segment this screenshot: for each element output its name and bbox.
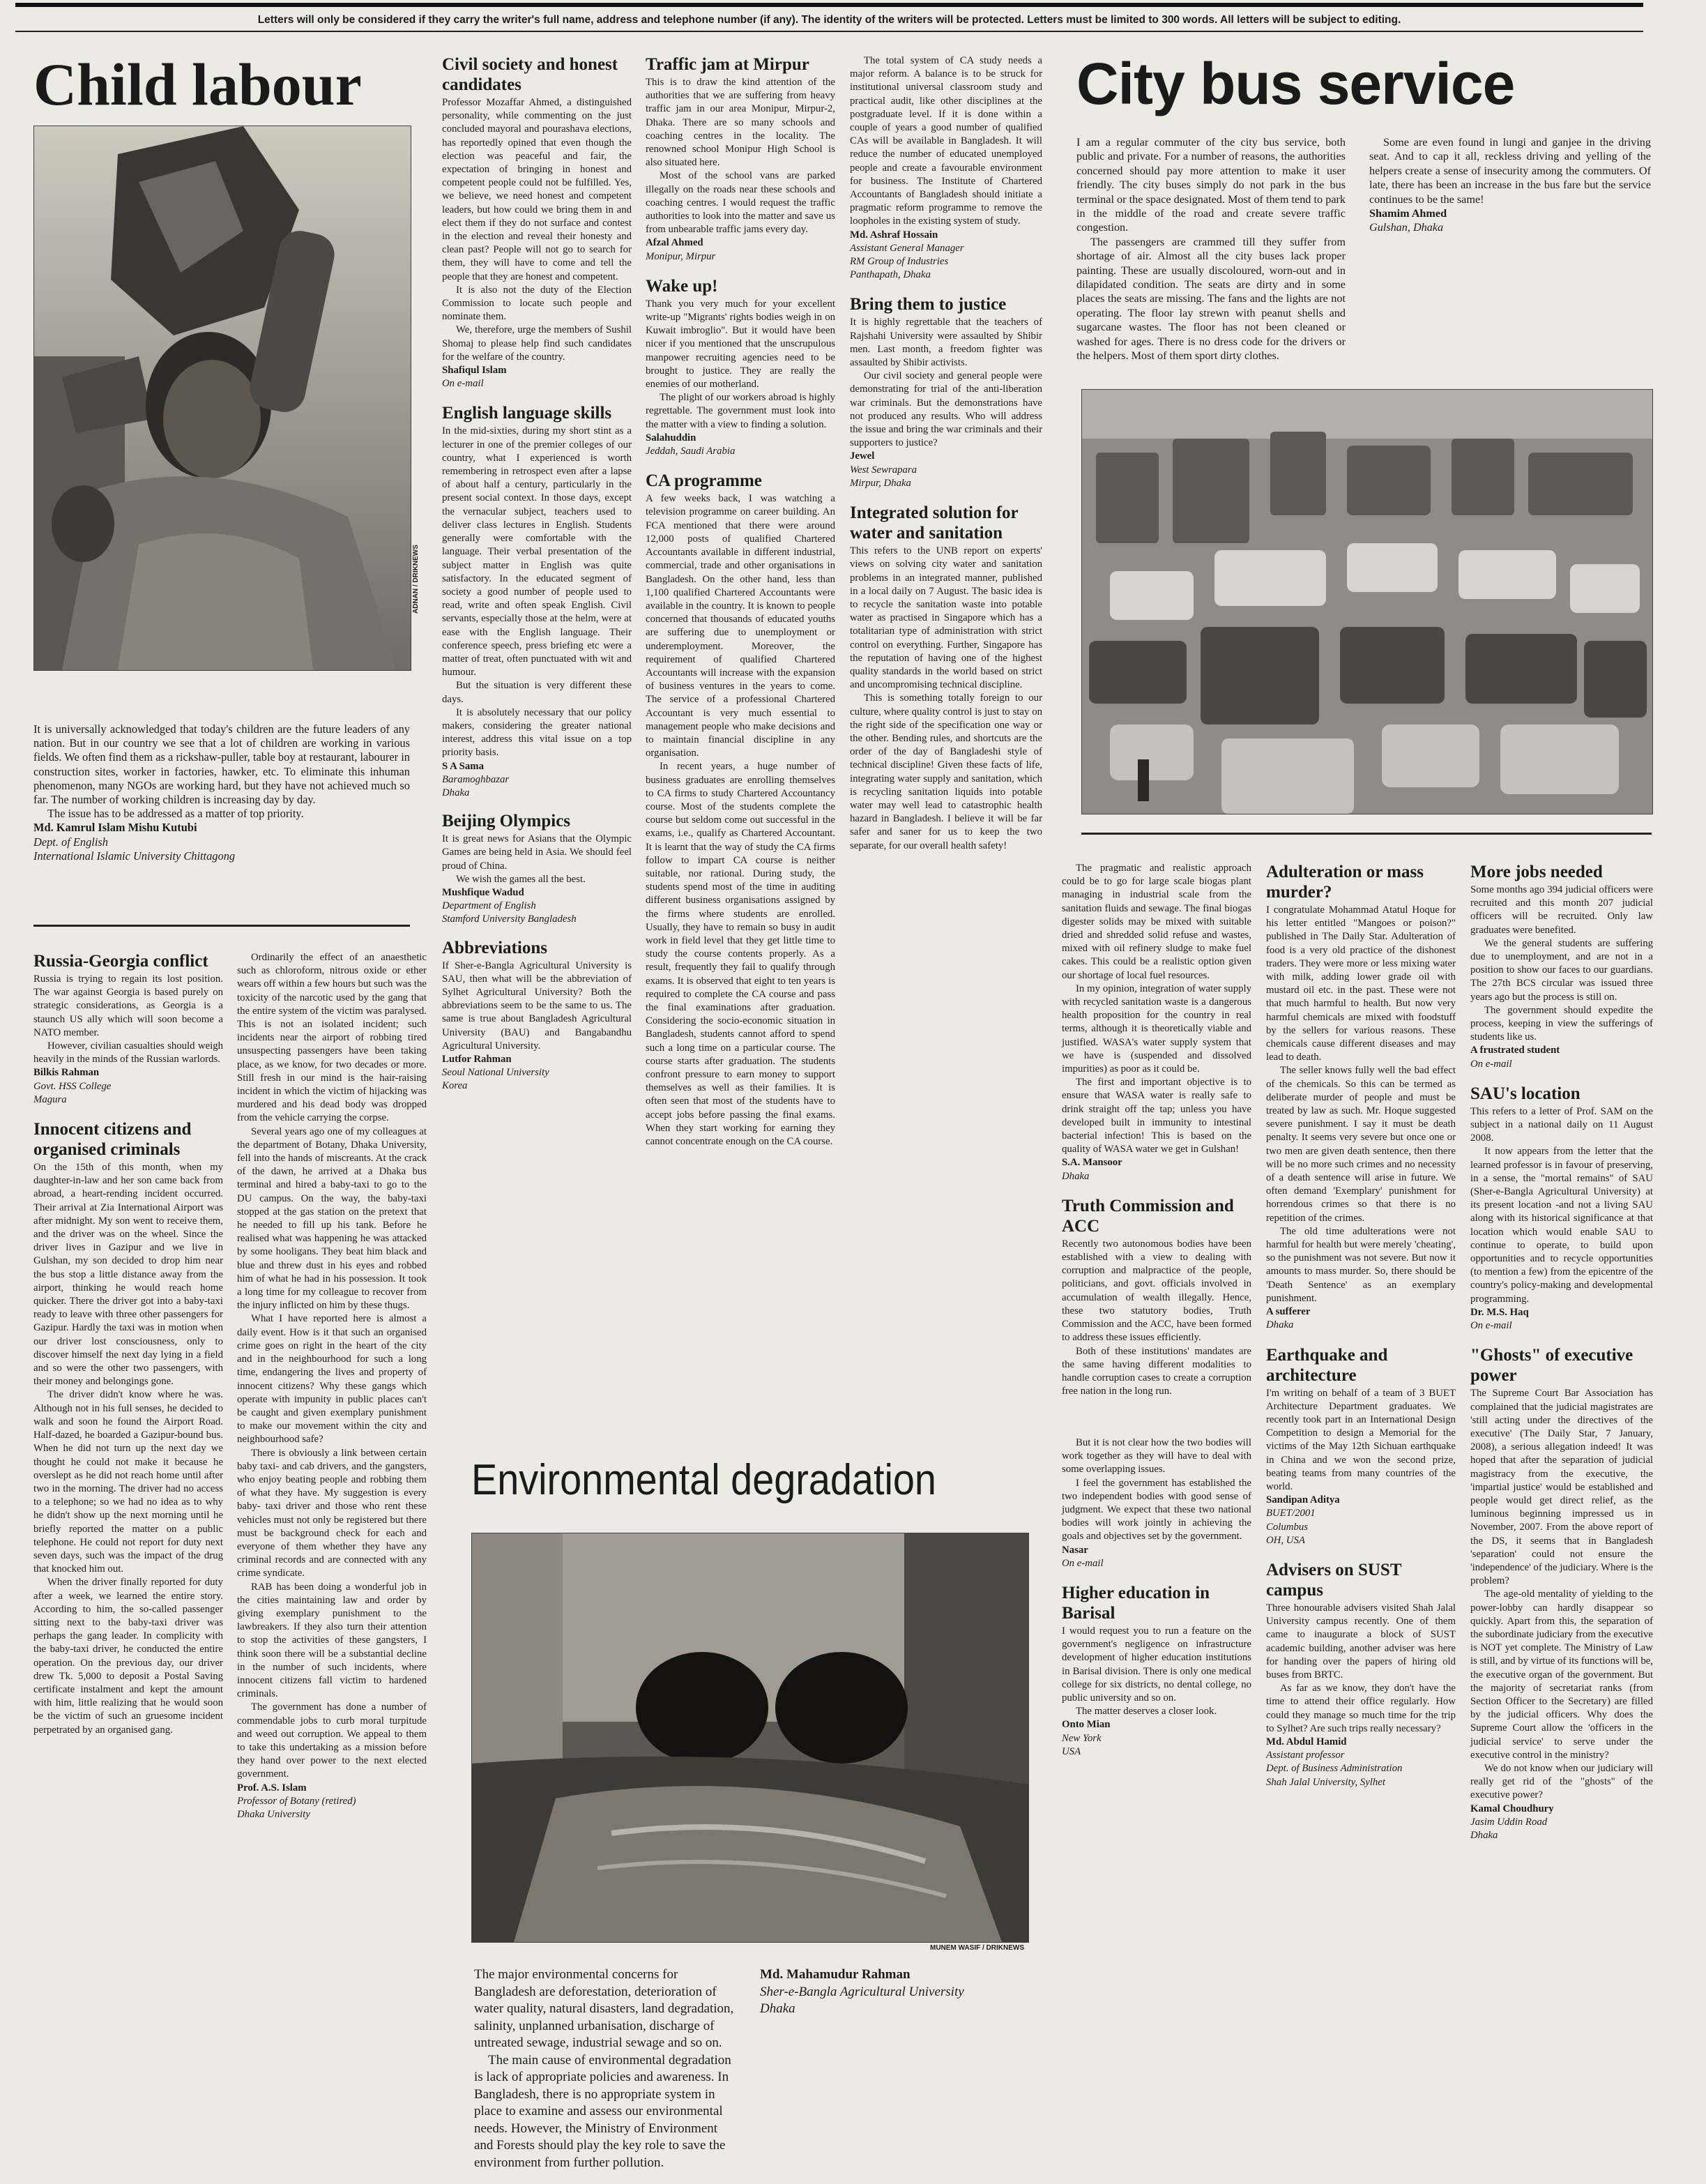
water-para-3: The pragmatic and realistic approach could be to go for large scale biogas plant managing in industrial scale from the sanitation fluids and sewage. The final biogas digester solids may be mixed with suitable dried and shredded solid refuse and wastes, mixed with oil refinery sludge to make fuel cakes. This could be a realistic option given our shortage of local fuel resources. — [1062, 863, 1251, 981]
more-jobs-para-2: We the general students are suffering due to unemployment, and are not in a position to show our faces to our guardians. The 27th BCS circular was issued three years ago but the process is still on. — [1470, 937, 1653, 1003]
environment-affiliation-1: Sher-e-Bangla Agricultural University — [760, 1984, 964, 1999]
innocent-para-3: When the driver finally reported for duty after a week, we learned the entire story. According to him, the so-called passenger sitting next to the baby-taxi driver was perhaps the gang leader. In complicity with the baby-taxi driver, he conducted the entire operation. On the previous day, our driver drew Tk. 5,000 to deposit a Postal Saving certificate instalment and kept the amount with him, little realizing that he would soon be the victim of such an gruesome incident perpetrated by an organised gang. — [33, 1577, 223, 1736]
child-labour-affiliation-2: International Islamic University Chittagong — [33, 849, 236, 863]
beijing-headline: Beijing Olympics — [442, 812, 571, 831]
city-bus-headline: City bus service — [1076, 51, 1515, 116]
wake-up-headline: Wake up! — [646, 276, 718, 296]
russia-georgia-headline: Russia-Georgia conflict — [33, 952, 208, 971]
russia-georgia-affiliation-2: Magura — [33, 1093, 67, 1105]
water-para-2: This is something totally foreign to our culture, where quality control is just to stay on the right side of the specification one way or the other. Bending rules, and shortcuts are the order of the day of Bangladeshi style of technical discipline! Given these facts of life, integrating water supply and sanitation, which is recycling sanitation liquids into potable water may well lead to catastrophic health hazard in Bangladesh. I believe it will be far safer and saner for us to keep the two separate, for our overall health safety! — [850, 692, 1042, 851]
city-bus-col-1 — [1076, 135, 1346, 372]
environment-photo-credit: MUNEM WASIF / DRIKNEWS — [930, 1944, 1024, 1952]
traffic-jam-signature: Afzal Ahmed — [646, 237, 703, 249]
city-bus-signature: Shamim Ahmed — [1369, 207, 1447, 220]
higher-ed-para-2: The matter deserves a closer look. — [1076, 1706, 1217, 1717]
child-labour-photo-credit: ADNAN / DRIKNEWS — [412, 545, 420, 614]
truth-para-2: Both of these institutions' mandates are the same having different modalities to handle corruption cases to create a corruption free nation in the long run. — [1062, 1345, 1251, 1397]
sau-signature: Dr. M.S. Haq — [1470, 1306, 1529, 1318]
russia-georgia-para-1: Russia is trying to regain its lost position. The war against Georgia is based purely on strategic considerations, as Georgia is a staunch US ally which will soon become a NATO member. — [33, 973, 223, 1038]
sust-para-1: Three honourable advisers visited Shah Jalal University campus recently. One of them came to inaugurate a block of SUST academic building, another adviser was here for handing over the papers of hiring old buses from BRTC. — [1266, 1602, 1456, 1681]
english-skills-signature: S A Sama — [442, 760, 485, 772]
beijing-affiliation-2: Stamford University Bangladesh — [442, 913, 577, 925]
environment-col-1 — [474, 1966, 739, 2169]
adulteration-para-3: The old time adulterations were not harmful for health but were merely 'cheating', so the punishment was not severe. But now it amounts to mass murder. So, there should be 'Death Sentence' as an exemplary punishment. — [1266, 1225, 1456, 1304]
adulteration-para-1: I congratulate Mohammad Atatul Hoque for his letter entitled "Mangoes or poison?" published in The Daily Star. Adulteration of food is a very old practice of the dishonest traders. They were more or less mixing water with milk, adding lower grade oil with mustard oil etc. in the past. These were not that much harmful to health. But now very harmful chemicals are mixed with foodstuff by the sellers for various reasons. These chemicals cause different diseases and may lead to death. — [1266, 904, 1456, 1063]
ca-programme-affiliation-1: Assistant General Manager — [850, 242, 964, 254]
more-jobs-para-3: The government should expedite the process, keeping in view the sufferings of students like us. — [1470, 1004, 1653, 1043]
column-innocent-continued — [237, 951, 427, 2164]
ghosts-para-3: We do not know when our judiciary will really get rid of the "ghosts" of the executive power? — [1470, 1762, 1653, 1801]
ca-programme-para-1: A few weeks back, I was watching a television programme on career building. An FCA mentioned that there were around 12,000 posts of qualified Chartered Accountants available in different industrial, commercial, trade and other organisations in Bangladesh. On the other hand, less than 1,100 qualified Chartered Accountants were available in the country. It is known to people concerned that thousands of educated youths are suffering due to unemployment or underemployment. Moreover, the requirement of qualified Chartered Accountants will increase with the expansion of business ventures in the years to come. The service of a professional Chartered Accountant is very much essential to management people who make decisions and to maintain financial discipline in any organisation. — [646, 493, 835, 759]
ca-programme-para-3: The total system of CA study needs a major reform. A balance is to be struck for institutional universal classroom study and practical audit, like other disciplines at the postgraduate level. If it is done within a couple of years a good number of qualified CAs will be available in Bangladesh. It will reduce the number of educated unemployed people and create a favourable environment for business. The Institute of Chartered Accountants of Bangladesh should initiate a pragmatic reform programme to remove the loopholes in the existing system of study. — [850, 55, 1042, 227]
abbreviations-affiliation-1: Seoul National University — [442, 1067, 549, 1079]
child-labour-headline: Child labour — [33, 51, 362, 118]
sust-affiliation-3: Shah Jalal University, Sylhet — [1266, 1776, 1385, 1788]
environment-para-1: The major environmental concerns for Bangladesh are deforestation, deterioration of water quality, natural disasters, land degradation, salinity, unplanned urbanisation, discharge of untreated sewage, industrial sewage and so on. — [474, 1967, 734, 2050]
higher-ed-para-1: I would request you to run a feature on the government's negligence on infrastructure development of higher education institutions in Barisal division. There is only one medical college for six districts, no dental college, no public university and so on. — [1062, 1625, 1251, 1704]
more-jobs-signature: A frustrated student — [1470, 1045, 1560, 1056]
civil-society-affiliation: On e-mail — [442, 378, 484, 390]
justice-affiliation-1: West Sewrapara — [850, 464, 917, 476]
traffic-jam-headline: Traffic jam at Mirpur — [646, 55, 809, 74]
environment-para-2: The main cause of environmental degradation is lack of appropriate policies and awareness. In Bangladesh, there is no appropriate system in place to examine and assess our environmental needs. However, the Ministry of Environment and Forests should play the key role to save the environment from further pollution. — [474, 2052, 731, 2170]
english-skills-para-3: It is absolutely necessary that our policy makers, considering the greater national interest, address this vital issue on a top priority basis. — [442, 706, 632, 759]
ghosts-affiliation-2: Dhaka — [1470, 1830, 1498, 1841]
higher-ed-headline: Higher education in Barisal — [1062, 1584, 1210, 1623]
earthquake-affiliation-1: BUET/2001 — [1266, 1508, 1316, 1519]
traffic-jam-para-2: Most of the school vans are parked illegally on the roads near these schools and coaching centres. I would request the traffic authorities to look into the matter and save us from unbearable traffic jams every day. — [646, 170, 835, 236]
abbreviations-signature: Lutfor Rahman — [442, 1054, 512, 1065]
innocent-para-4: Ordinarily the effect of an anaesthetic such as chloroform, nitrous oxide or ether wears off within a few hours but such was the toxicity of the narcotic used by the gang that the entire system of the victim was paralysed. This is not an isolated incident; such incidents near the airport of robbing tired unsuspecting passengers have been taking place, as we know, for two decades or more. Still fresh in our mind is the hair-raising incident in which the victim of hijacking was murdered and his dead body was dropped from the vehicle carrying the corpse. — [237, 952, 427, 1124]
more-jobs-para-1: Some months ago 394 judicial officers were recruited and this month 207 judicial officers will be recruited. Only law graduates were benefited. — [1470, 884, 1653, 936]
justice-affiliation-2: Mirpur, Dhaka — [850, 477, 911, 489]
civil-society-headline: Civil society and honest candidates — [442, 55, 618, 94]
english-skills-headline: English language skills — [442, 404, 612, 423]
earthquake-headline: Earthquake and architecture — [1266, 1345, 1388, 1385]
water-affiliation: Dhaka — [1062, 1170, 1090, 1182]
water-para-1: This refers to the UNB report on experts' views on solving city water and sanitation problems in an integrated manner, published in a local daily on 7 August. The basic idea is to recycle the sanitation waste into potable water as practised in Singapore which has a totalitarian type of administration with strict control on everything. Further, Singapore has the reputation of having one of the highest quality standards in the world based on strict and uncompromising technical discipline. — [850, 545, 1042, 691]
earthquake-affiliation-3: OH, USA — [1266, 1534, 1305, 1546]
adulteration-headline: Adulteration or mass murder? — [1266, 863, 1424, 902]
column-russia-innocent — [33, 951, 223, 2164]
truth-affiliation: On e-mail — [1062, 1557, 1104, 1569]
abbreviations-para-1: If Sher-e-Bangla Agricultural University is SAU, then what will be the abbreviation of Sylhet Agricultural University? Both the abbreviations seem to be the same to us. The same is true about Bangladesh Agricultural University (BAU) and Bangabandhu Agricultural University. — [442, 960, 632, 1052]
city-bus-col-2 — [1369, 135, 1651, 372]
wake-up-para-2: The plight of our workers abroad is highly regrettable. The government must look into the matter with a view to finding a solution. — [646, 392, 835, 430]
environment-col-2 — [760, 1966, 1028, 2169]
sust-para-2: As far as we know, they don't have the time to attend their office regularly. How could they manage so much time for the trip to Sylhet? Are such trips really necessary? — [1266, 1683, 1456, 1734]
adulteration-affiliation: Dhaka — [1266, 1319, 1294, 1331]
ca-programme-para-2: In recent years, a huge number of business graduates are enrolling themselves to CA firms to study Chartered Accountancy course. Most of the students complete the course but seldom come out successful in the exams, i.e., qualify as Chartered Accountant. It is learnt that the way of study the CA firms follow to impart CA course is neither suitable, nor rational. During study, the students spend most of the time in auditing different business organisations assigned by the firms where students are enrolled. Usually, they have to remain so busy in audit work in field level that they get little time to study the course contents properly. As a result, frequently they fail to qualify through exams. It is observed that eight to ten years is required to complete the CA course and pass the final examinations after graduation. Considering the socio-economic situation in Bangladesh, students cannot afford to spend such a long time on a particular course. The course starts after graduation. The students confront pressure to earn money to support themselves as well as their families. It is often seen that most of the students have to accept jobs before passing the final exams. When they start working for earning they cannot concentrate enough on the CA course. — [646, 761, 835, 1148]
justice-para-2: Our civil society and general people were demonstrating for trial of the anti-liberation war criminals. But the demonstrations have not produced any results. Who will address the issue and bring the war criminals and their supporters to justice? — [850, 370, 1042, 449]
water-para-5: The first and important objective is to ensure that WASA water is really safe to drink straight off the tap; unless you have developed built in immunity to intestinal bacterial infection! This is based on the quality of WASA water we get in Gulshan! — [1062, 1077, 1251, 1155]
higher-ed-affiliation-1: New York — [1062, 1732, 1102, 1744]
sust-affiliation-1: Assistant professor — [1266, 1750, 1345, 1761]
english-skills-affiliation-1: Baramoghbazar — [442, 773, 510, 785]
child-labour-para-1: It is universally acknowledged that today's children are the future leaders of any nation. But in our country we see that a lot of children are working in various fields. We often find them as a rickshaw-puller, table boy at restaurant, labourer in construction sites, worker in factories, hawker, etc. To eliminate this inhuman phenomenon, many NGOs are working hard, but they have not achieved much so far. The number of working children is increasing day by day. — [33, 722, 410, 807]
column-truth-highered — [1062, 1436, 1251, 2169]
column-jobs-sau-ghosts — [1470, 862, 1653, 2169]
ca-programme-affiliation-2: RM Group of Industries — [850, 256, 949, 268]
sau-headline: SAU's location — [1470, 1084, 1581, 1103]
traffic-jam-photo — [1081, 389, 1653, 814]
sust-affiliation-2: Dept. of Business Administration — [1266, 1763, 1403, 1775]
ghosts-para-2: The age-old mentality of yielding to the power-lobby can hardly disappear so quickly. Apart from this, the separation of the subordinate judiciary from the executive is NOT yet complete. The Ministry of Law is still, and by virtue of its functions will be, the executive organ of the government. But the majority of secretariat ranks (from Section Officer to the Secretary) are filled by the judicial officers. Why does the Supreme Court allow the 'officers in the judicial service' to serve under the executive control in the ministry? — [1470, 1588, 1653, 1761]
innocent-signature: Prof. A.S. Islam — [237, 1782, 307, 1794]
traffic-jam-affiliation: Monipur, Mirpur — [646, 250, 716, 262]
justice-headline: Bring them to justice — [850, 295, 1007, 314]
beijing-affiliation-1: Department of English — [442, 900, 536, 912]
truth-para-4: I feel the government has established the two independent bodies with good sense of judgment. We expect that these two national bodies will work jointly in achieving the goals and objectives set by the government. — [1062, 1477, 1251, 1542]
truth-signature: Nasar — [1062, 1544, 1088, 1556]
civil-society-para-3: We, therefore, urge the members of Sushil Shomaj to please help find such candidates for the welfare of the country. — [442, 324, 632, 363]
city-bus-para-3: Some are even found in lungi and ganjee in the driving seat. And to cap it all, reckless driving and yelling of the helpers create a sense of insecurity among the commuters. Of late, there has been an increase in the bus fare but the service continues to be the same! — [1369, 136, 1651, 206]
more-jobs-affiliation: On e-mail — [1470, 1058, 1512, 1070]
innocent-affiliation-2: Dhaka University — [237, 1809, 310, 1820]
city-bus-para-1: I am a regular commuter of the city bus service, both public and private. For a number of reasons, the authorities concerned should pay more attention to make it user friendly. The city buses simply do not park in the bus terminal or the space designated. Most of them tend to park in the middle of the road and create severe traffic congestion. — [1076, 136, 1346, 234]
environment-headline: Environmental degradation — [471, 1456, 936, 1504]
civil-society-signature: Shafiqul Islam — [442, 365, 507, 377]
section-divider — [33, 925, 410, 927]
ghosts-signature: Kamal Choudhury — [1470, 1803, 1554, 1814]
ghosts-para-1: The Supreme Court Bar Association has complained that the judicial magistrates are 'still acting under the directives of the executive' (The Daily Star, 7 January, 2008), a serious allegation indeed! It was hoped that after the separation of judicial magistracy from the executive, the 'impartial justice' would be established and people would get direct relief, as the luminous beginning impressed us in November, 2007. From the above report of the DS, it seems that in Bangladesh 'separation' could not ensure the 'independence' of the judiciary. Where is the problem? — [1470, 1388, 1653, 1587]
russia-georgia-signature: Bilkis Rahman — [33, 1067, 100, 1079]
city-bus-para-2: The passengers are crammed till they suffer from shortage of air. Almost all the city buses lack proper painting. These are usually discoloured, worn-out and in dilapidated condition. The seats are dirty and in some places the seats are missing. The fans and the lights are not operating. The floor lay strewn with peanut shells and sugarcane wastes. The floor has not been cleaned or washed for ages. There is no dress code for the drivers or the helpers. Most of them sport dirty clothes. — [1076, 235, 1346, 363]
earthquake-para-1: I'm writing on behalf of a team of 3 BUET Architecture Department graduates. We recently took part in an International Design Competition to design a Memorial for the victims of the May 12th Sichuan earthquake in China and we won the second prize, beating teams from many countries of the world. — [1266, 1387, 1456, 1492]
column-ca-justice-water — [850, 54, 1042, 926]
innocent-para-9: The government has done a number of commendable jobs to curb moral turpitude and weed out corruption. We appeal to them to take this undertaking as a mission before they hand over power to the next elected government. — [237, 1701, 427, 1780]
column-traffic-wake-ca — [646, 54, 835, 1148]
adulteration-signature: A sufferer — [1266, 1306, 1311, 1318]
column-adulteration-earthquake-sust — [1266, 862, 1456, 2169]
ca-programme-affiliation-3: Panthapath, Dhaka — [850, 269, 931, 281]
child-labour-letter — [33, 722, 410, 918]
higher-ed-affiliation-2: USA — [1062, 1745, 1081, 1757]
beijing-para-1: It is great news for Asians that the Olympic Games are being held in Asia. We should feel proud of China. — [442, 833, 632, 872]
truth-para-3: But it is not clear how the two bodies will work together as they will have to deal with some overlapping issues. — [1062, 1437, 1251, 1476]
russia-georgia-para-2: However, civilian casualties should weigh heavily in the minds of the Russian warlords. — [33, 1040, 223, 1066]
traffic-jam-para-1: This is to draw the kind attention of the authorities that we are suffering from heavy traffic jam in our area Monipur, Mirpur-2, Dhaka. There are so many schools and coaching centres in the locality. The renowned school Monipur High School is also situated here. — [646, 77, 835, 169]
letters-policy-notice: Letters will only be considered if they carry the writer's full name, address and telephone number (if any). The identity of the writers will be protected. Letters must be limited to 300 words. All letters will be subject to editing. — [15, 10, 1643, 32]
water-headline: Integrated solution for water and sanitation — [850, 503, 1019, 543]
wake-up-affiliation: Jeddah, Saudi Arabia — [646, 446, 736, 457]
innocent-affiliation-1: Professor of Botany (retired) — [237, 1795, 356, 1807]
civil-society-para-1: Professor Mozaffar Ahmed, a distinguished personality, while commenting on the just concluded mayoral and pourashava elections, has reportedly opined that even though the election was peaceful and fair, the expectation of bringing in honest and competent people could not be fulfilled. Yes, we believe, we need honest and competent leaders, but how could we bring them in and elect them if they do not surface and contest in the election and reveal their honesty and clean past? People will not go to search for them, they will have to come and tell the people that they are honest and competent. — [442, 97, 632, 282]
city-bus-affiliation: Gulshan, Dhaka — [1369, 221, 1444, 234]
section-divider — [1081, 833, 1652, 835]
russia-georgia-affiliation-1: Govt. HSS College — [33, 1080, 112, 1092]
water-para-4: In my opinion, integration of water supply with recycled sanitation waste is a dangerous health proposition for the country in real terms, although it is theoretically viable and justified. WASA's water supply system that we have is (suspended and dissolved impurities) as poor as it could be. — [1062, 983, 1251, 1075]
sau-para-2: It now appears from the letter that the learned professor is in favour of preserving, in a sense, the "mortal remains" of SAU (Sher-e-Bangla Agricultural University) at its present location -and not a living SAU along with its historical significance at that location which would enable SAU to continue to operate, to build upon opportunities and to recycle opportunities (to mention a few) from the epicentre of the country's policy-making and developmental programming. — [1470, 1146, 1653, 1305]
civil-society-para-2: It is also not the duty of the Election Commission to locate such people and nominate them. — [442, 284, 632, 323]
justice-signature: Jewel — [850, 450, 875, 462]
column-civil-english — [442, 54, 632, 1092]
truth-para-1: Recently two autonomous bodies have been established with a view to dealing with corruption and malpractice of the people, politicians, and govt. officials involved in accumulation of wealth illegally. Hence, these two statutory bodies, Truth Commission and the ACC, have been formed to address these issues efficiently. — [1062, 1238, 1251, 1344]
sau-para-1: This refers to a letter of Prof. SAM on the subject in a national daily on 11 August 2008. — [1470, 1105, 1653, 1144]
innocent-para-6: What I have reported here is almost a daily event. How is it that such an organised crime goes on right in the heart of the city and in the neighbourhood for such a long time, endangering the lives and property of innocent citizens? Why these gangs which operate with impunity in public places can't be caught and given exemplary punishment to make our movement within the city and neighbourhood safe? — [237, 1313, 427, 1446]
abbreviations-headline: Abbreviations — [442, 938, 547, 957]
more-jobs-headline: More jobs needed — [1470, 863, 1603, 881]
environment-signature: Md. Mahamudur Rahman — [760, 1967, 911, 1982]
beijing-para-2: We wish the games all the best. — [456, 873, 586, 885]
earthquake-affiliation-2: Columbus — [1266, 1521, 1309, 1533]
child-labour-para-2: The issue has to be addressed as a matter of top priority. — [47, 807, 304, 821]
ca-programme-signature: Md. Ashraf Hossain — [850, 229, 938, 241]
child-labour-photo — [33, 126, 411, 671]
wake-up-signature: Salahuddin — [646, 432, 696, 443]
water-signature: S.A. Mansoor — [1062, 1157, 1122, 1169]
english-skills-para-1: In the mid-sixties, during my short stint as a lecturer in one of the premier colleges of our country, what I experienced is worth remembering in retrospect even after a lapse of about half a century, particularly in the present social context. In those days, except the vernacular subject, teachers used to deliver class lectures in English. Students generally were comfortable with the language. Their verbal presentation of the subject matter in English was quite satisfactory. In the educated segment of society a good number of people used to read, write and often speak English. Civil servants, especially those at the helm, were at ease with the English language. Their conference speech, press briefing etc were a matter of treat, often punctuated with wit and humour. — [442, 425, 632, 678]
earthquake-signature: Sandipan Aditya — [1266, 1494, 1340, 1506]
innocent-para-1: On the 15th of this month, when my daughter-in-law and her son came back from abroad, a heart-rending incident occurred. Their arrival at Zia International Airport was after midnight. My son went to receive them, and the driver was on the wheel. Since the driver lives in Gazipur and we live in Gulshan, my son decided to drop him near the bus stop a little distance away from the airport, thinking he would reach home quicker. There the driver got into a baby-taxi ready to leave with three other passengers for Gazipur. Hardly the taxi was in motion when our driver lost consciousness, only to discover himself the next day lying in a field and so were the other two passengers, with their money and belongings gone. — [33, 1162, 223, 1388]
sau-affiliation: On e-mail — [1470, 1320, 1512, 1332]
innocent-para-2: The driver didn't know where he was. Although not in his full senses, he decided to walk and soon he found the Airport Road. Half-dazed, he boarded a Gazipur-bound bus. When he did not turn up the next day we thought he could not make it because he overslept as he did not reach home until after two in the morning. The driver had no access to a telephone; so we had no idea as to why he didn't show up the next morning until he briefly reported the matter on a public telephone. He could not report for duty next seven days, such was the impact of the drug that knocked him out. — [33, 1389, 223, 1575]
wake-up-para-1: Thank you very much for your excellent write-up "Migrants' rights bodies weigh in on Kuwait imbroglio". But it would have been nicer if you mentioned that the unscrupulous manpower recruiting agencies need to be brought to justice. They are really the enemies of our motherland. — [646, 298, 835, 390]
environment-photo — [471, 1533, 1029, 1943]
english-skills-affiliation-2: Dhaka — [442, 787, 470, 798]
beijing-signature: Mushfique Wadud — [442, 886, 524, 898]
masthead-rule — [15, 3, 1643, 7]
english-skills-para-2: But the situation is very different these days. — [442, 680, 632, 705]
ghosts-headline: "Ghosts" of executive power — [1470, 1346, 1633, 1386]
innocent-para-7: There is obviously a link between certain baby taxi- and cab drivers, and the gangsters, who enjoy beating people and robbing them of what they have. My suggestion is every baby- taxi driver and those who rent these vehicles must not only be registered but there must be background check for each and everyone of them whether they have any criminal records and are connected with any crime syndicate. — [237, 1447, 427, 1579]
adulteration-para-2: The seller knows fully well the bad effect of the chemicals. So this can be termed as deliberate murder of people and must be treated by law as such. Mr. Hoque suggested severe punishment. I say it must be death penalty. It seems very severe but once one or two men are given death sentence, then there will be no more such crimes and no necessity of a death sentence will arise in future. We often demand 'Exemplary' punishment for horrendous crimes so that there is no repetition of the crimes. — [1266, 1065, 1456, 1224]
truth-headline: Truth Commission and ACC — [1062, 1196, 1234, 1236]
child-labour-signature: Md. Kamrul Islam Mishu Kutubi — [33, 821, 197, 835]
justice-para-1: It is highly regrettable that the teachers of Rajshahi University were assaulted by Shibir men. Last month, a freedom fighter was assaulted by Shibir activists. — [850, 317, 1042, 369]
child-labour-affiliation-1: Dept. of English — [33, 835, 108, 849]
sust-signature: Md. Abdul Hamid — [1266, 1736, 1347, 1747]
abbreviations-affiliation-2: Korea — [442, 1080, 468, 1092]
ghosts-affiliation-1: Jasim Uddin Road — [1470, 1816, 1548, 1828]
higher-ed-signature: Onto Mian — [1062, 1719, 1111, 1731]
innocent-headline: Innocent citizens and organised criminals — [33, 1120, 192, 1160]
environment-affiliation-2: Dhaka — [760, 2001, 795, 2016]
innocent-para-5: Several years ago one of my colleagues at the department of Botany, Dhaka University, fell into the hands of miscreants. At the crack of the dawn, he arrived at a Dhaka bus terminal and hired a baby-taxi to go to the DU campus. On the way, the baby-taxi stopped at the gas station on the pretext that he needed to fill up his tank. Before he realised what was happening he was attacked by some hooligans. They beat him black and blue and threw dust in his eyes and robbed him of what he had in his possession. It took a long time for my colleague to recover from the injury inflicted on him by these thugs. — [237, 1125, 427, 1312]
sust-headline: Advisers on SUST campus — [1266, 1560, 1402, 1600]
column-water-continued — [1062, 862, 1251, 1434]
innocent-para-8: RAB has been doing a wonderful job in the cities maintaining law and order by giving exemplary punishment to the lawbreakers. If they also turn their attention to stop the activities of these gangsters, I think soon there will be a substantial decline in the number of such incidents, where innocent citizens fall victim to hardened criminals. — [237, 1581, 427, 1700]
ca-programme-headline: CA programme — [646, 471, 762, 491]
